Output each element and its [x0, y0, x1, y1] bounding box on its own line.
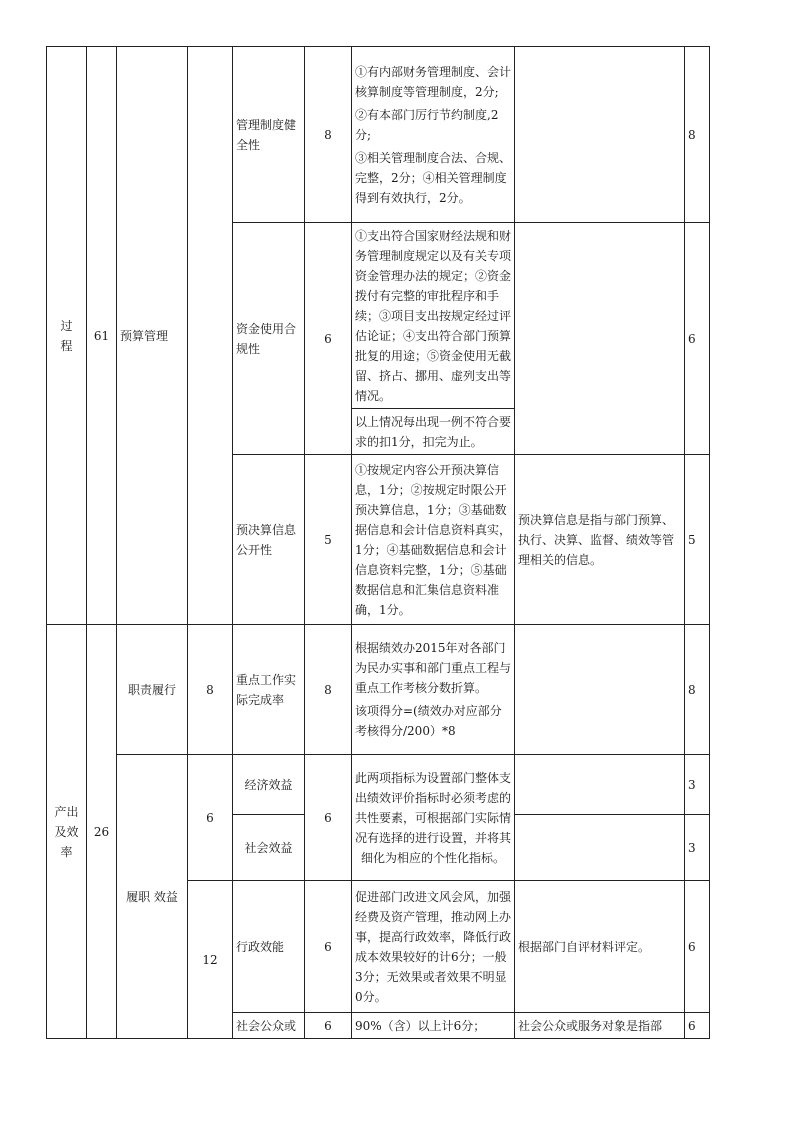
level2-score-cell	[188, 47, 233, 625]
result-cell: 8	[685, 625, 710, 755]
result-cell: 8	[685, 47, 710, 223]
evaluation-table	[46, 46, 710, 1039]
item-name-cell: 预决算信息公开性	[233, 455, 305, 625]
result-cell: 3	[685, 755, 710, 815]
table-row	[47, 47, 710, 223]
level2-score-cell: 12	[188, 881, 233, 1039]
item-score-cell: 8	[305, 625, 352, 755]
note-cell: 预决算信息是指与部门预算、执行、决算、监督、绩效等管理相关的信息。	[515, 455, 685, 625]
category-score-cell: 61	[87, 47, 117, 625]
result-cell: 6	[685, 223, 710, 455]
level2-cell: 履职 效益	[117, 755, 188, 1039]
item-score-cell: 6	[305, 755, 352, 881]
criteria-line: ③相关管理制度合法、合规、完整，2分；④相关管理制度得到有效执行，2分。	[355, 150, 512, 205]
item-score-cell: 6	[305, 881, 352, 1013]
result-cell: 3	[685, 815, 710, 881]
criteria-cell	[352, 625, 515, 755]
item-score-cell: 6	[305, 1013, 352, 1039]
level2-cell: 预算管理	[117, 47, 188, 625]
note-cell	[515, 815, 685, 881]
item-score-cell: 8	[305, 47, 352, 223]
note-cell: 社会公众或服务对象是指部	[515, 1013, 685, 1039]
note-cell	[515, 625, 685, 755]
table-row	[47, 755, 710, 815]
level2-score-cell: 8	[188, 625, 233, 755]
item-name-cell: 经济效益	[233, 755, 305, 815]
result-cell: 5	[685, 455, 710, 625]
criteria-line: ①有内部财务管理制度、会计核算制度等管理制度，2分;	[355, 64, 512, 99]
note-cell	[515, 47, 685, 223]
item-name-cell: 重点工作实际完成率	[233, 625, 305, 755]
criteria-cell: 90%（含）以上计6分；	[352, 1013, 515, 1039]
criteria-cell	[352, 47, 515, 223]
criteria-cell: ①按规定内容公开预决算信息，1分；②按规定时限公开预决算信息，1分；③基础数据信息和会计信息资料真实，1分；④基础数据信息和会计信息资料完整，1分；⑤基础数据信息和汇集信息资料准确，1分。	[352, 455, 515, 625]
level2-cell: 职责履行	[117, 625, 188, 755]
result-cell: 6	[685, 881, 710, 1013]
item-score-cell: 6	[305, 223, 352, 455]
item-score-cell: 5	[305, 455, 352, 625]
criteria-cell: 促进部门改进文风会风，加强经费及资产管理，推动网上办事，提高行政效率，降低行政成本效果较好的计6分；一般3分；无效果或者效果不明显0分。	[352, 881, 515, 1013]
item-name-cell: 资金使用合规性	[233, 223, 305, 455]
item-name-cell: 社会公众或	[233, 1013, 305, 1039]
criteria-cell: ①支出符合国家财经法规和财务管理制度规定以及有关专项资金管理办法的规定；②资金拨付有完整的审批程序和手续；③项目支出按规定经过评估论证；④支出符合部门预算批复的用途；⑤资金使用无截留、挤占、挪用、虚列支出等情况。	[352, 223, 515, 409]
note-cell	[515, 223, 685, 455]
item-name-cell: 行政效能	[233, 881, 305, 1013]
table-row	[47, 625, 710, 755]
result-cell: 6	[685, 1013, 710, 1039]
category-cell: 产出 及效 率	[47, 625, 87, 1039]
note-cell	[515, 755, 685, 815]
criteria-line: 该项得分=(绩效办对应部分考核得分/200）*8	[355, 704, 502, 738]
category-score-cell: 26	[87, 625, 117, 1039]
item-name-cell: 社会效益	[233, 815, 305, 881]
criteria-line: 根据绩效办2015年对各部门为民办实事和部门重点工程与重点工作考核分数折算。	[355, 641, 512, 695]
criteria-extra-cell: 以上情况每出现一例不符合要求的扣1分，扣完为止。	[352, 409, 515, 455]
note-cell: 根据部门自评材料评定。	[515, 881, 685, 1013]
level2-score-cell: 6	[188, 755, 233, 881]
criteria-cell: 此两项指标为设置部门整体支出绩效评价指标时必须考虑的共性要素，可根据部门实际情况有选择的进行设置，并将其细化为相应的个性化指标。	[352, 755, 515, 881]
item-name-cell: 管理制度健全性	[233, 47, 305, 223]
criteria-line: ②有本部门厉行节约制度,2分;	[355, 107, 499, 142]
category-cell: 过 程	[47, 47, 87, 625]
